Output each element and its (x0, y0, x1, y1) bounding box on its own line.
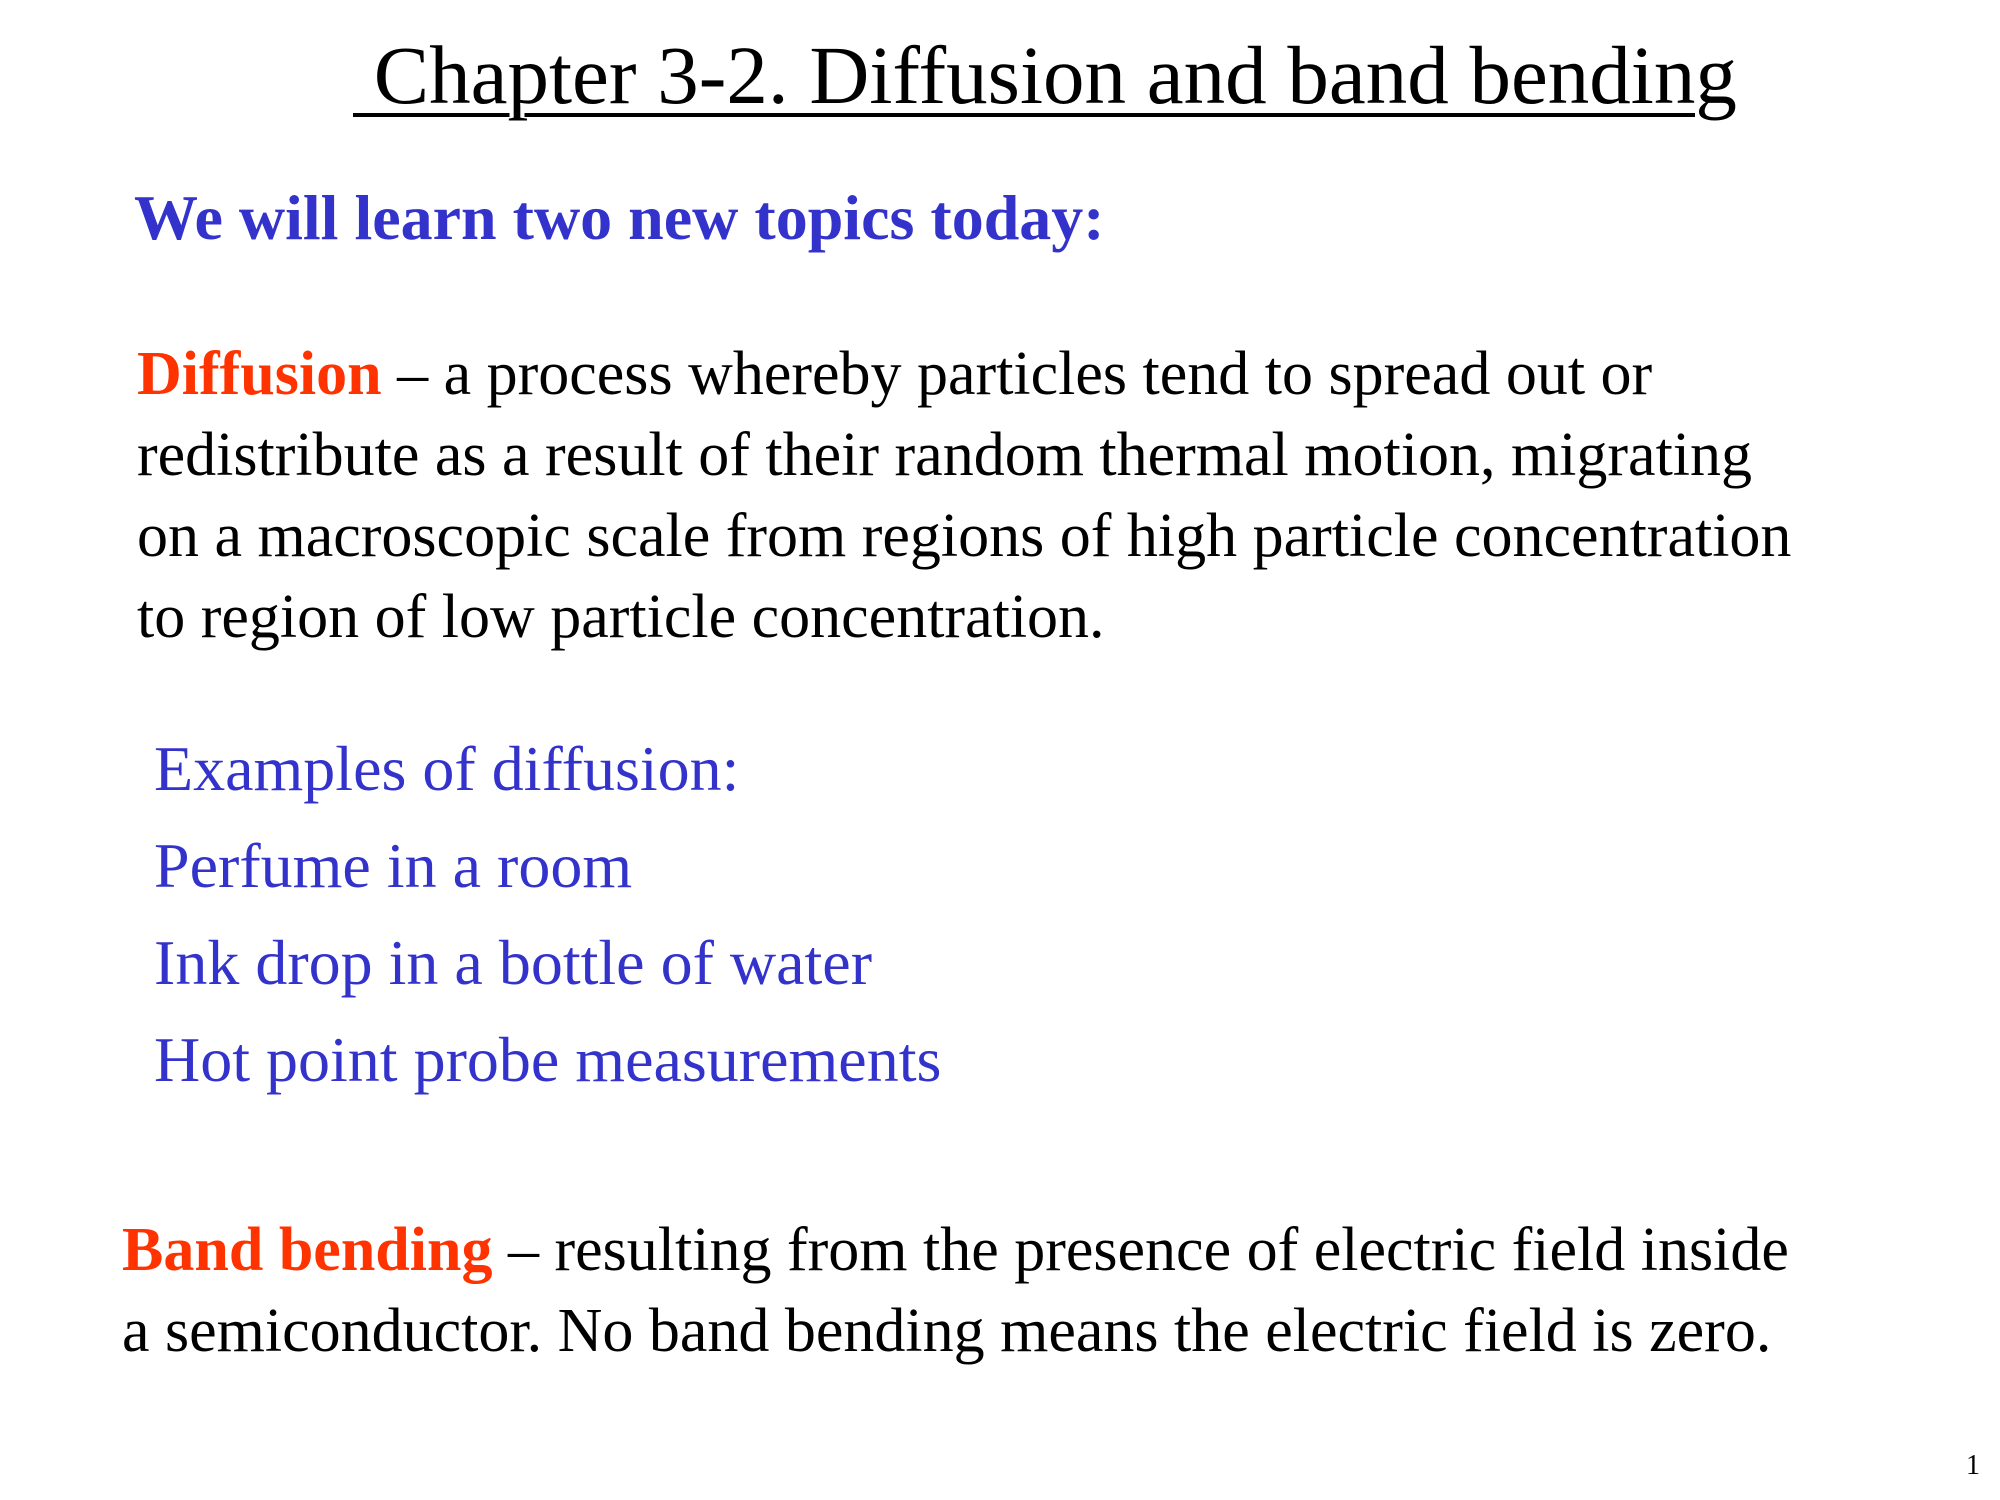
band-bending-definition (122, 1210, 1992, 1372)
diffusion-line-3: on a macroscopic scale from regions of high particle concentration (137, 502, 1792, 570)
examples-list (154, 720, 941, 1108)
diffusion-line-4: to region of low particle concentration. (137, 583, 1105, 651)
band-bending-line-2: a semiconductor. No band bending means the electric field is zero. (122, 1297, 1772, 1365)
examples-heading: Examples of diffusion: (154, 733, 740, 804)
slide-title: Chapter 3-2. Diffusion and band bending (353, 29, 1737, 121)
diffusion-line-2: redistribute as a result of their random thermal motion, migrating (137, 421, 1753, 489)
band-bending-term: Band bending (122, 1216, 493, 1284)
example-item: Hot point probe measurements (154, 1024, 942, 1095)
diffusion-definition (137, 334, 1987, 658)
band-bending-text-1: – resulting from the presence of electric field inside (492, 1216, 1789, 1284)
intro-heading: We will learn two new topics today: (134, 182, 1105, 253)
page-number: 1 (1966, 1450, 1980, 1481)
diffusion-term: Diffusion (137, 340, 382, 408)
diffusion-text-1: – a process whereby particles tend to spread out or (381, 340, 1653, 408)
example-item: Perfume in a room (154, 830, 633, 901)
example-item: Ink drop in a bottle of water (154, 927, 872, 998)
diffusion-line-1 (137, 334, 1987, 415)
band-bending-line-1 (122, 1210, 1992, 1291)
